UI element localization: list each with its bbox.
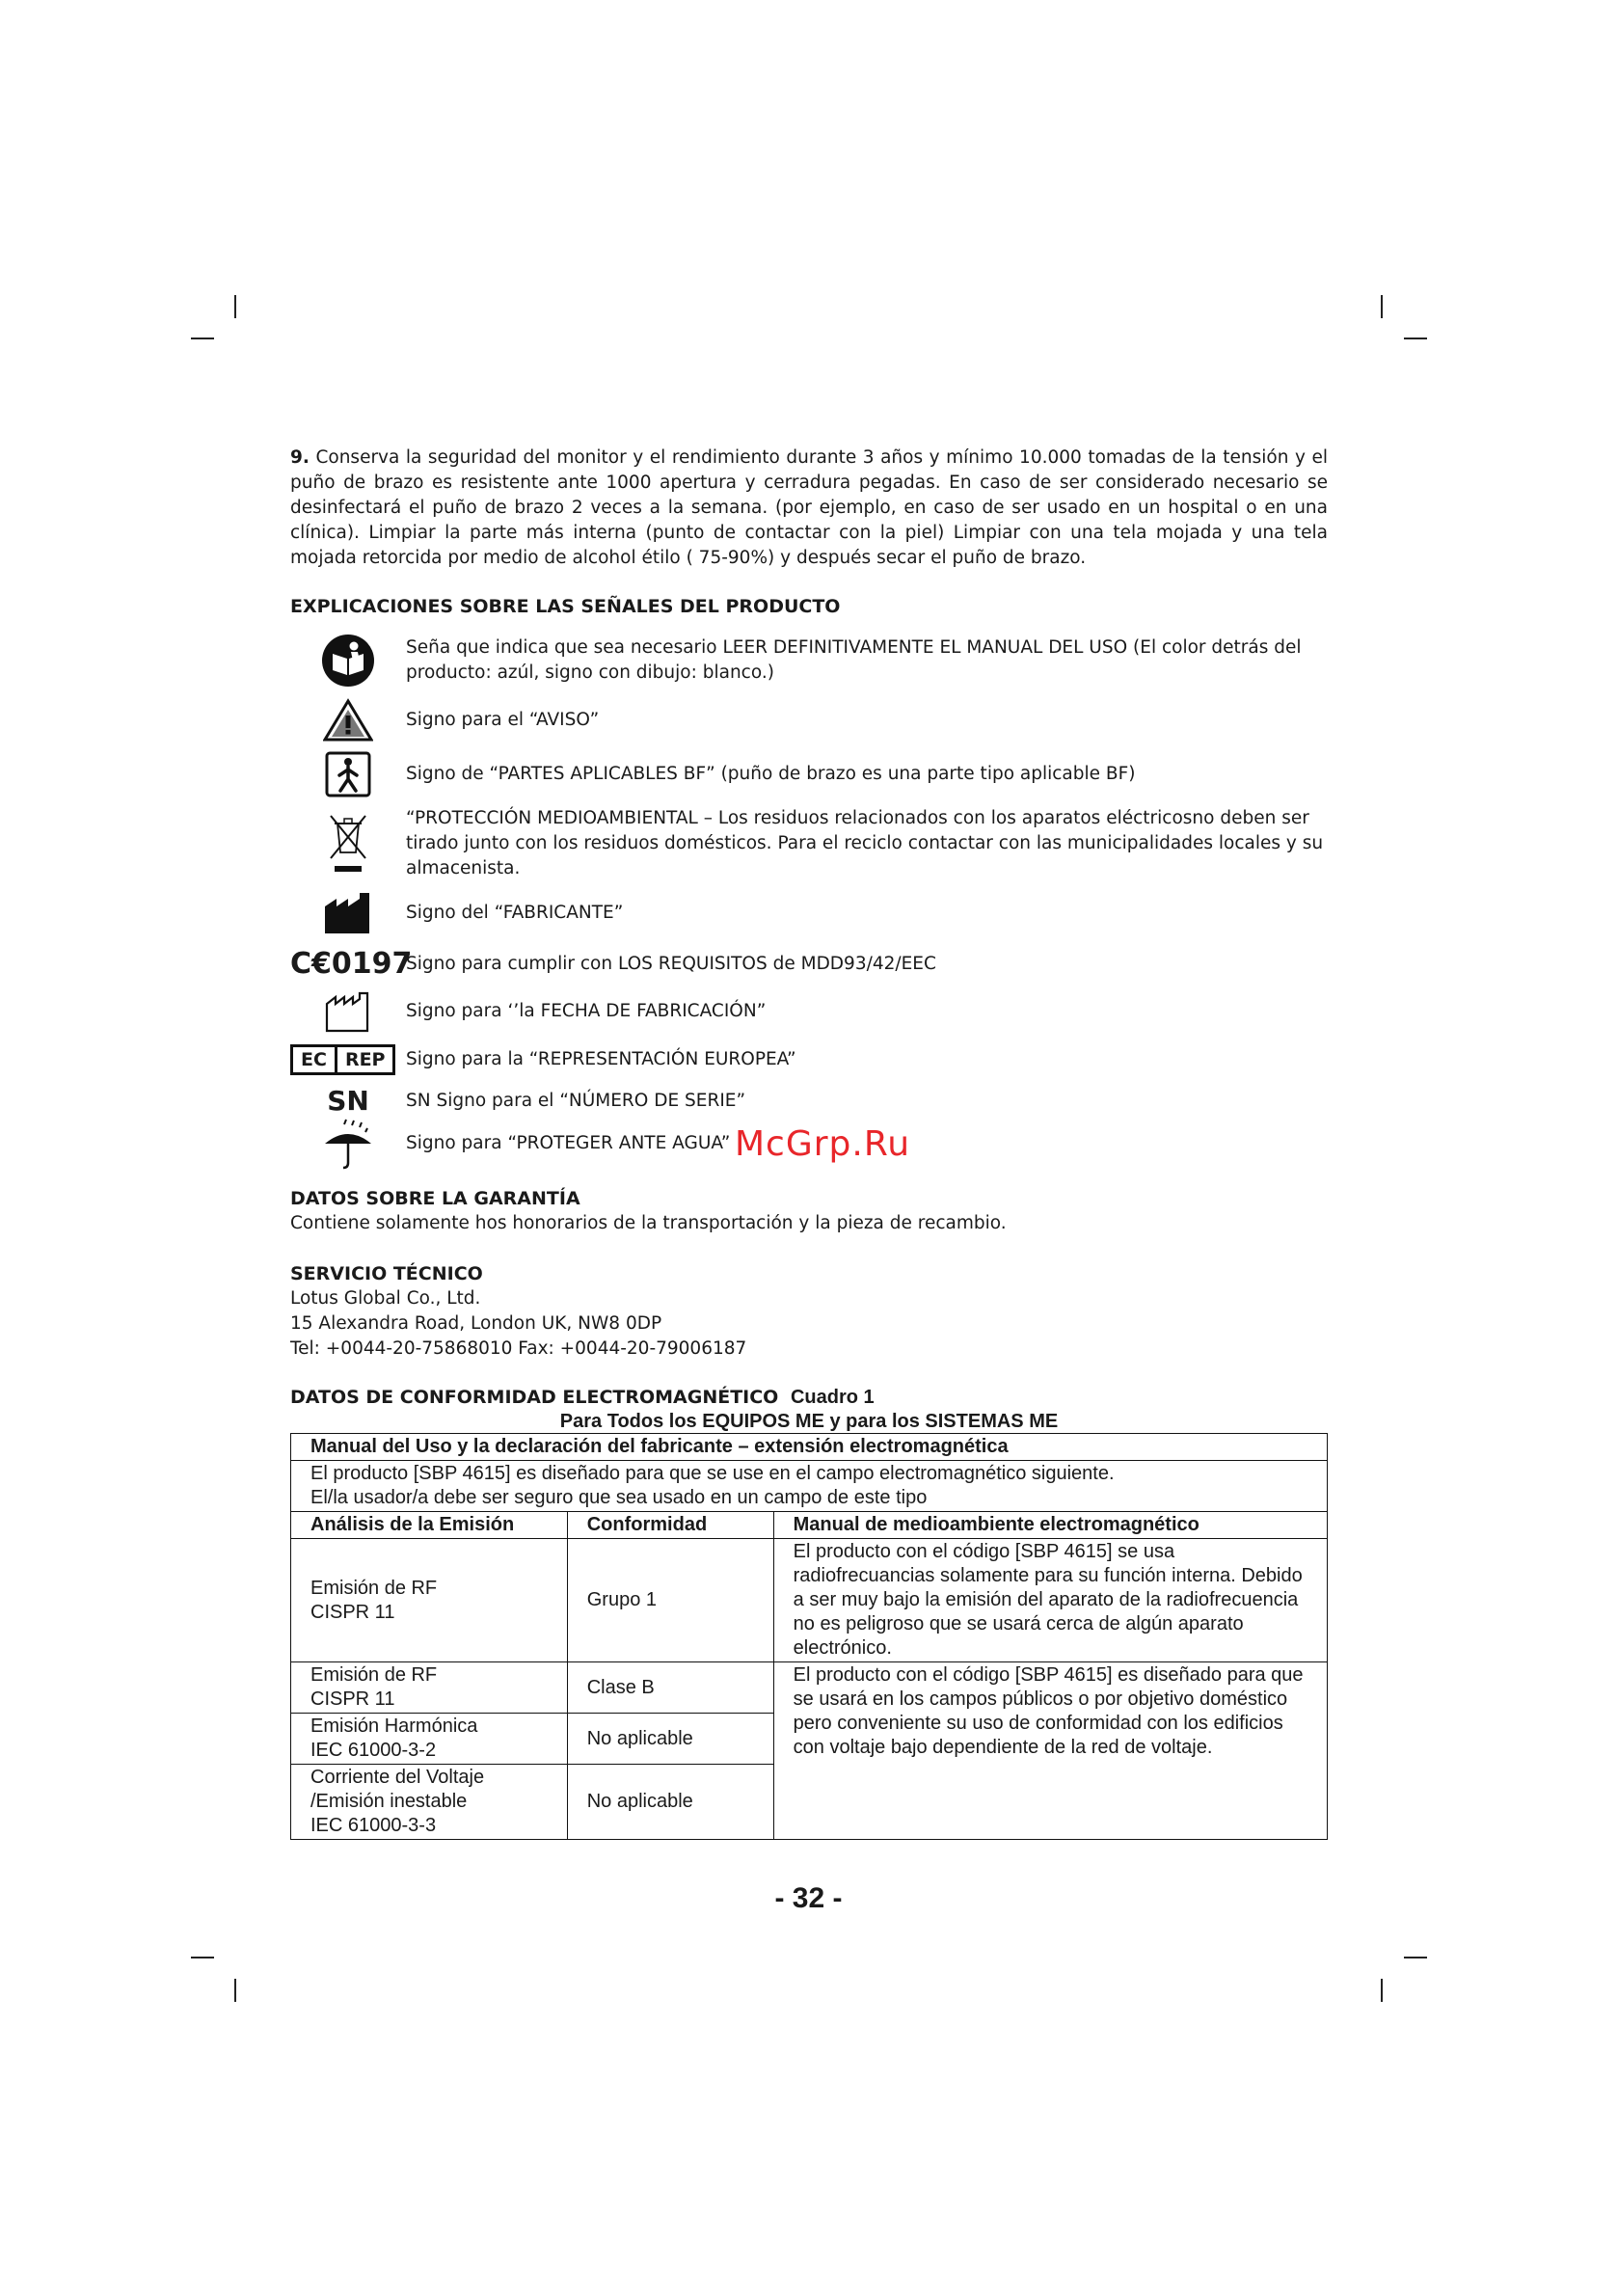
emc-subtitle: Para Todos los EQUIPOS ME y para los SISTEMAS ME: [559, 1411, 1059, 1432]
emc-intro-1: El producto [SBP 4615] es diseñado para que se use en el campo electromagnético siguiente.: [310, 1463, 1115, 1484]
emission-standard: CISPR 11: [310, 1688, 395, 1710]
emission-cell: [291, 1765, 568, 1840]
table-row: [291, 1434, 1328, 1461]
symbol-row: [290, 947, 1328, 981]
symbol-description: Seña que indica que sea necesario LEER DEFINITIVAMENTE EL MANUAL DEL USO (El color detrás del producto: azúl, signo con dibujo: blanco.): [406, 637, 1302, 683]
watermark: McGrp.Ru: [735, 1124, 911, 1164]
symbol-description: SN Signo para el “NÚMERO DE SERIE”: [406, 1090, 746, 1111]
guidance-cell: El producto con el código [SBP 4615] es diseñado para que se usará en los campos públicos o por objetivo doméstico pero conveniente su uso de conformidad con los edificios con voltaje bajo dependiente de la red de voltaje.: [773, 1662, 1327, 1840]
emission-name: Emisión Harmónica: [310, 1715, 478, 1737]
bf-applied-part-icon: [290, 750, 406, 798]
serial-number-icon: [290, 1085, 406, 1117]
compliance-cell: No aplicable: [567, 1765, 773, 1840]
emission-name: Emisión de RF: [310, 1577, 438, 1599]
table-row: [291, 1461, 1328, 1512]
section-9-paragraph: [290, 446, 1328, 571]
compliance-cell: Clase B: [567, 1662, 773, 1714]
emc-title-cell: Manual del Uso y la declaración del fabricante – extensión electromagnética: [291, 1434, 1328, 1461]
emission-standard: IEC 61000-3-3: [310, 1815, 437, 1836]
symbol-row: [290, 806, 1328, 881]
compliance-cell: No aplicable: [567, 1714, 773, 1765]
crop-mark: [234, 1979, 236, 2002]
warning-triangle-icon: [290, 698, 406, 743]
symbol-description: Signo para la “REPRESENTACIÓN EUROPEA”: [406, 1049, 796, 1069]
emc-heading-text: DATOS DE CONFORMIDAD ELECTROMAGNÉTICO: [290, 1387, 779, 1408]
emc-heading: [290, 1385, 1328, 1410]
service-heading: SERVICIO TÉCNICO: [290, 1263, 483, 1284]
table-header-row: [291, 1512, 1328, 1539]
symbol-row: [290, 990, 1328, 1033]
crop-mark: [234, 295, 236, 318]
crop-mark: [1404, 1957, 1427, 1958]
crop-mark: [191, 338, 214, 339]
symbol-row: [290, 698, 1328, 743]
symbol-description: “PROTECCIÓN MEDIOAMBIENTAL – Los residuos relacionados con los aparatos eléctricosno deben ser tirado junto con los residuos domésticos. Para el reciclo contactar con las municipalidades locales y su almacenista.: [406, 808, 1324, 878]
ec-rep-icon: [290, 1044, 406, 1075]
crop-mark: [191, 1957, 214, 1958]
warranty-heading: DATOS SOBRE LA GARANTÍA: [290, 1188, 580, 1209]
emission-cell: [291, 1539, 568, 1662]
section-9-text: Conserva la seguridad del monitor y el rendimiento durante 3 años y mínimo 10.000 tomadas de la tensión y el puño de brazo es resistente ante 1000 apertura y cerradura pegadas. En caso de ser considerado necesario se desinfectará el puño de brazo 2 veces a la semana. (por ejemplo, en caso de ser usado en un hospital o en una clínica). Limpiar la parte más interna (punto de contactar con la piel) Limpiar con una tela mojada y una tela mojada retorcida por medio de alcohol étilo ( 75-90%) y después secar el puño de brazo.: [290, 447, 1328, 568]
weee-bin-icon: [290, 812, 406, 876]
emission-type: /Emisión inestable: [310, 1791, 468, 1812]
page-number: - 32 -: [774, 1882, 843, 1914]
symbol-description: Signo para “PROTEGER ANTE AGUA”: [406, 1133, 731, 1153]
warranty-text: Contiene solamente hos honorarios de la transportación y la pieza de recambio.: [290, 1213, 1007, 1233]
table-row: [291, 1662, 1328, 1714]
emc-table-ref: Cuadro 1: [790, 1387, 875, 1408]
section-number: 9.: [290, 447, 310, 468]
emission-cell: [291, 1662, 568, 1714]
col-header-compliance: Conformidad: [567, 1512, 773, 1539]
emc-intro-cell: [291, 1461, 1328, 1512]
emission-standard: IEC 61000-3-2: [310, 1740, 437, 1761]
symbols-heading: EXPLICACIONES SOBRE LAS SEÑALES DEL PRODUCTO: [290, 596, 841, 617]
emission-cell: [291, 1714, 568, 1765]
crop-mark: [1404, 338, 1427, 339]
keep-dry-umbrella-icon: [290, 1117, 406, 1171]
symbol-description: Signo para ‘’la FECHA DE FABRICACIÓN”: [406, 1001, 767, 1021]
symbol-row: [290, 1085, 1328, 1117]
col-header-emission: Análisis de la Emisión: [291, 1512, 568, 1539]
symbol-description: Signo de “PARTES APLICABLES BF” (puño de brazo es una parte tipo aplicable BF): [406, 764, 1136, 784]
ec-label: EC: [301, 1049, 327, 1070]
service-address: 15 Alexandra Road, London UK, NW8 0DP: [290, 1313, 662, 1334]
guidance-cell: El producto con el código [SBP 4615] se usa radiofrecuancias solamente para su función interna. Debido a ser muy bajo la emisión del aparato de la radiofrecuencia no es peligroso que se usará cerca de algún aparato electrónico.: [773, 1539, 1327, 1662]
symbol-row: [290, 633, 1328, 689]
service-phone: Tel: +0044-20-75868010 Fax: +0044-20-79006187: [290, 1338, 747, 1359]
manufacture-date-icon: [290, 990, 406, 1033]
symbol-description: Signo para cumplir con LOS REQUISITOS de MDD93/42/EEC: [406, 953, 936, 974]
col-header-guidance: Manual de medioambiente electromagnético: [773, 1512, 1327, 1539]
table-row: [291, 1539, 1328, 1662]
rep-label: REP: [335, 1047, 393, 1072]
ec-rep-box: [290, 1044, 395, 1075]
read-manual-icon: [290, 633, 406, 689]
emc-table: [290, 1433, 1328, 1840]
emc-intro-2: El/la usador/a debe ser seguro que sea usado en un campo de este tipo: [310, 1487, 928, 1508]
symbol-row: [290, 1044, 1328, 1075]
crop-mark: [1381, 295, 1383, 318]
symbol-description: Signo para el “AVISO”: [406, 710, 600, 730]
emission-name: Emisión de RF: [310, 1664, 438, 1686]
service-company: Lotus Global Co., Ltd.: [290, 1288, 481, 1309]
symbol-row: [290, 750, 1328, 798]
symbol-description: Signo del “FABRICANTE”: [406, 903, 624, 923]
manufacturer-icon: [290, 891, 406, 935]
compliance-cell: Grupo 1: [567, 1539, 773, 1662]
crop-mark: [1381, 1979, 1383, 2002]
emission-standard: CISPR 11: [310, 1601, 395, 1623]
emission-name: Corriente del Voltaje: [310, 1767, 485, 1788]
sn-label: SN: [327, 1085, 369, 1117]
ce-mark-icon: [290, 947, 413, 981]
symbol-row: [290, 891, 1328, 935]
ce-mark-label: C€0197: [290, 947, 413, 981]
